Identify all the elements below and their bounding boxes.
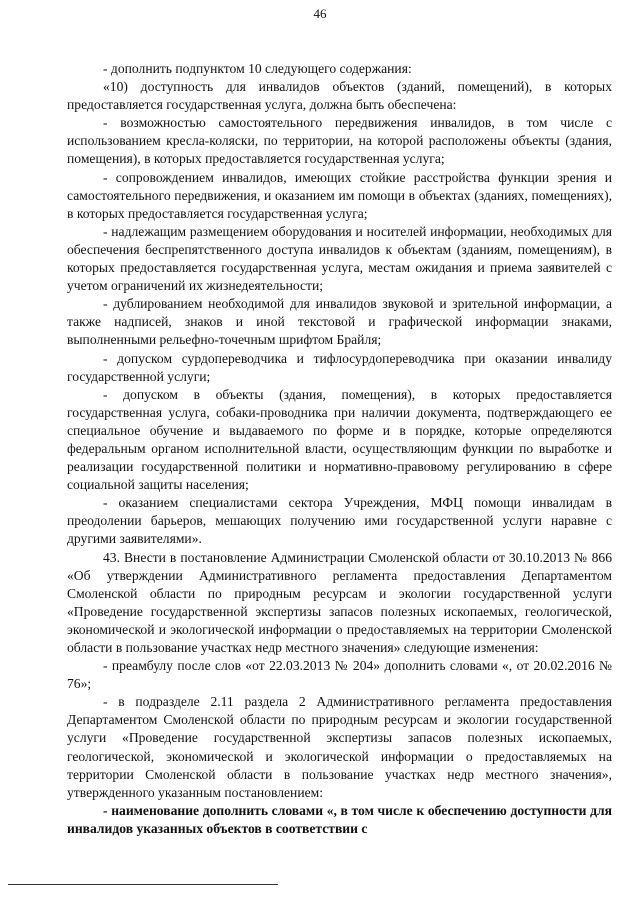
paragraph-item-10: «10) доступность для инвалидов объектов (зданий, помещений), в которых предоставляется государственная услуга, должна быть обеспечена: bbox=[67, 79, 612, 113]
footer-divider bbox=[8, 884, 278, 885]
paragraph-equipment: - надлежащим размещением оборудования и носителей информации, необходимых для обеспечения беспрепятственного доступа инвалидов к объектам (зданиям, помещениям), в которых предоставляется государственная услуга, местам ожидания и приема заявителей с учетом ограничений их жизнедеятельности; bbox=[67, 223, 612, 294]
paragraph-subsection-2-11: - в подразделе 2.11 раздела 2 Административного регламента предоставления Департаментом Смоленской области по природным ресурсам и экологии государственной услуги «Проведение государственной экспертизы запасов полезных ископаемых, геологической, экономической и экологической информации о предоставляемых на территории Смоленской области в пользование участках недр местного значения», утвержденного указанным постановлением: bbox=[67, 694, 612, 800]
page-number: 46 bbox=[313, 6, 327, 21]
paragraph-movement: - возможностью самостоятельного передвижения инвалидов, в том числе с использованием кресла-коляски, по территории, на которой расположены объекты (здания, помещения), в которых предоставляется государственная услуга; bbox=[67, 115, 612, 167]
paragraph-sign-interpreter: - допуском сурдопереводчика и тифлосурдопереводчика при оказании инвалиду государственной услуги; bbox=[67, 350, 612, 384]
paragraph-item-43: 43. Внести в постановление Администрации Смоленской области от 30.10.2013 № 866 «Об утверждении Административного регламента предоставления Департаментом Смоленской области по природным ресурсам и экологии государственной услуги «Проведение государственной экспертизы запасов полезных ископаемых, геологической, экономической и экологической информации о предоставляемых на территории Смоленской области в пользование участках недр местного значения» следующие изменения: bbox=[67, 549, 612, 655]
paragraph-escort: - сопровождением инвалидов, имеющих стойкие расстройства функции зрения и самостоятельного передвижения, и оказанием им помощи в объектах (зданиях, помещениях), в которых предоставляется государственная услуга; bbox=[67, 169, 612, 221]
document-body bbox=[67, 60, 612, 838]
paragraph-title-addition: - наименование дополнить словами «, в том числе к обеспечению доступности для инвалидов указанных объектов в соответствии с bbox=[67, 802, 612, 836]
paragraph-braille: - дублированием необходимой для инвалидов звуковой и зрительной информации, а также надписей, знаков и иной текстовой и графической информации знаками, выполненными рельефно-точечным шрифтом Брайля; bbox=[67, 296, 612, 348]
paragraph-preamble: - преамбулу после слов «от 22.03.2013 № 204» дополнить словами «, от 20.02.2016 № 76»; bbox=[67, 658, 612, 692]
paragraph-guide-dog: - допуском в объекты (здания, помещения), в которых предоставляется государственная услуга, собаки-проводника при наличии документа, подтверждающего ее специальное обучение и выдаваемого по форме и в порядке, которые определяются федеральным органом исполнительной власти, осуществляющим функции по выработке и реализации государственной политики и нормативно-правовому регулированию в сфере социальной защиты населения; bbox=[67, 386, 612, 493]
paragraph-add-subitem: - дополнить подпунктом 10 следующего содержания: bbox=[103, 61, 412, 76]
paragraph-assistance: - оказанием специалистами сектора Учреждения, МФЦ помощи инвалидам в преодолении барьеров, мешающих получению ими государственной услуги наравне с другими заявителями». bbox=[67, 495, 612, 547]
